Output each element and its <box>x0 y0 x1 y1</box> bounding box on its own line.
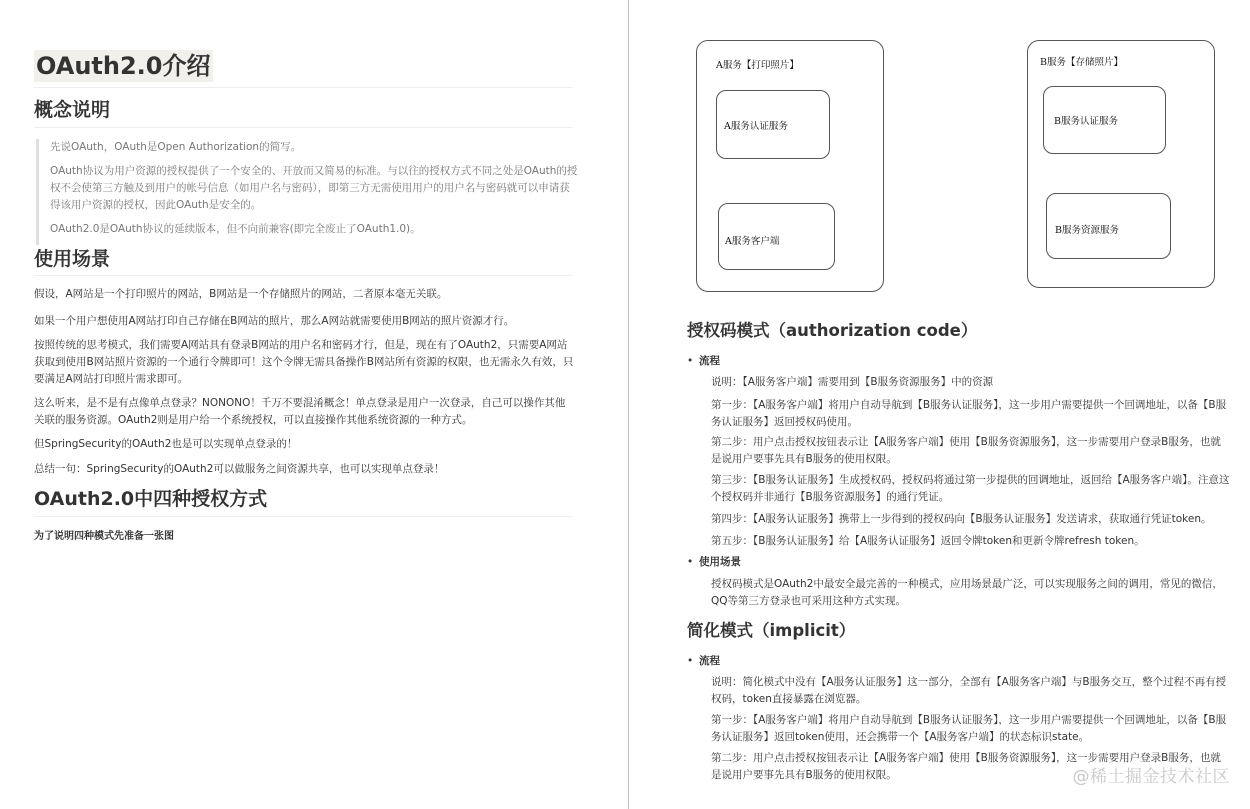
flow-step: 第二步：用户点击授权按钮表示让【A服务客户端】使用【B服务资源服务】，这一步需要用户登录B服务，也就是说用户要事先具有B服务的使用权限。 <box>711 436 1221 465</box>
page-title: OAuth2.0介绍 <box>36 52 211 80</box>
heading-auth-code: 授权码模式（authorization code） <box>687 321 978 340</box>
a-client-label: A服务客户端 <box>725 236 780 247</box>
flow-step: 第四步：【A服务认证服务】携带上一步得到的授权码向【B服务认证服务】发送请求，获取通行凭证token。 <box>711 513 1212 525</box>
quote-paragraph: 先说OAuth，OAuth是Open Authorization的简写。 <box>50 141 302 153</box>
concept-blockquote <box>36 139 580 245</box>
a-auth-service-box <box>716 90 830 159</box>
heading-scenario: 使用场景 <box>34 248 111 270</box>
flow-step: 第五步：【B服务认证服务】给【A服务认证服务】返回令牌token和更新令牌refresh token。 <box>711 535 1145 547</box>
right-page <box>629 0 1250 809</box>
heading-concept: 概念说明 <box>34 99 111 121</box>
flow-step: 第二步：用户点击授权按钮表示让【A服务客户端】使用【B服务资源服务】，这一步需要用户登录B服务，也就是说用户要事先具有B服务的使用权限。 <box>711 752 1221 781</box>
paragraph: 总结一句：SpringSecurity的OAuth2可以做服务之间资源共享，也可以实现单点登录！ <box>34 463 445 475</box>
b-auth-service-label: B服务认证服务 <box>1054 116 1118 127</box>
paragraph: 按照传统的思考模式，我们需要A网站具有登录B网站的用户名和密码才行，但是，现在有了OAuth2，只需要A网站获取到使用B网站照片资源的一个通行令牌即可！这个令牌无需具备操作B网站所有资源的权限，也无需永久有效，只要满足A网站打印照片需求即可。 <box>34 339 574 385</box>
a-auth-service-label: A服务认证服务 <box>724 121 788 132</box>
paragraph: 这么听来，是不是有点像单点登录？NONONO！千万不要混淆概念！单点登录是用户一次登录，自己可以操作其他关联的服务资源。OAuth2则是用户给一个系统授权，可以直接操作其他系统资源的一种方式。 <box>34 397 566 426</box>
watermark: @稀土掘金技术社区 <box>1072 767 1230 787</box>
paragraph: 如果一个用户想使用A网站打印自己存储在B网站的照片，那么A网站就需要使用B网站的照片资源才行。 <box>34 315 515 327</box>
title-rule <box>34 87 572 88</box>
intro-text: 为了说明四种模式先准备一张图 <box>34 531 174 542</box>
service-a-box <box>696 40 884 292</box>
flow-step: 第三步：【B服务认证服务】生成授权码，授权码将通过第一步提供的回调地址，返回给【A服务客户端】。注意这个授权码并非通行【B服务资源服务】的通行凭证。 <box>711 474 1230 503</box>
flow-step: 说明：【A服务客户端】需要用到【B服务资源服务】中的资源 <box>711 376 994 388</box>
paragraph: 假设，A网站是一个打印照片的网站，B网站是一个存储照片的网站，二者原本毫无关联。 <box>34 288 448 300</box>
service-b-label: B服务【存储照片】 <box>1040 57 1123 68</box>
heading-rule <box>34 127 572 128</box>
service-b-box <box>1027 40 1215 288</box>
b-auth-service-box <box>1043 86 1166 154</box>
heading-rule <box>34 516 572 517</box>
b-resource-service-label: B服务资源服务 <box>1055 225 1119 236</box>
heading-rule <box>34 275 572 276</box>
quote-paragraph: OAuth2.0是OAuth协议的延续版本，但不向前兼容(即完全废止了OAuth1.0)。 <box>50 223 421 235</box>
bullet-flow: • 流程 <box>699 653 720 669</box>
usage-text: 授权码模式是OAuth2中最安全最完善的一种模式，应用场景最广泛，可以实现服务之间的调用，常见的微信，QQ等第三方登录也可采用这种方式实现。 <box>711 578 1223 607</box>
bullet-flow: • 流程 <box>699 353 720 369</box>
quote-paragraph: OAuth协议为用户资源的授权提供了一个安全的、开放而又简易的标准。与以往的授权方式不同之处是OAuth的授权不会使第三方触及到用户的帐号信息（如用户名与密码），即第三方无需使用用户的用户名与密码就可以申请获得该用户资源的授权，因此OAuth是安全的。 <box>50 165 578 211</box>
a-client-box <box>718 203 835 270</box>
bullet-usage: • 使用场景 <box>699 554 741 570</box>
heading-implicit: 简化模式（implicit） <box>687 621 856 640</box>
b-resource-service-box <box>1046 193 1171 259</box>
flow-step: 第一步：【A服务客户端】将用户自动导航到【B服务认证服务】，这一步用户需要提供一个回调地址，以备【B服务认证服务】返回token使用，还会携带一个【A服务客户端】的状态标识state。 <box>711 714 1227 743</box>
service-a-label: A服务【打印照片】 <box>716 60 799 71</box>
flow-step: 第一步：【A服务客户端】将用户自动导航到【B服务认证服务】，这一步用户需要提供一个回调地址，以备【B服务认证服务】返回授权码使用。 <box>711 399 1227 428</box>
heading-four-modes: OAuth2.0中四种授权方式 <box>34 488 268 510</box>
paragraph: 但SpringSecurity的OAuth2也是可以实现单点登录的！ <box>34 438 298 450</box>
flow-step: 说明：简化模式中没有【A服务认证服务】这一部分，全部有【A服务客户端】与B服务交互，整个过程不再有授权码，token直接暴露在浏览器。 <box>711 676 1227 705</box>
